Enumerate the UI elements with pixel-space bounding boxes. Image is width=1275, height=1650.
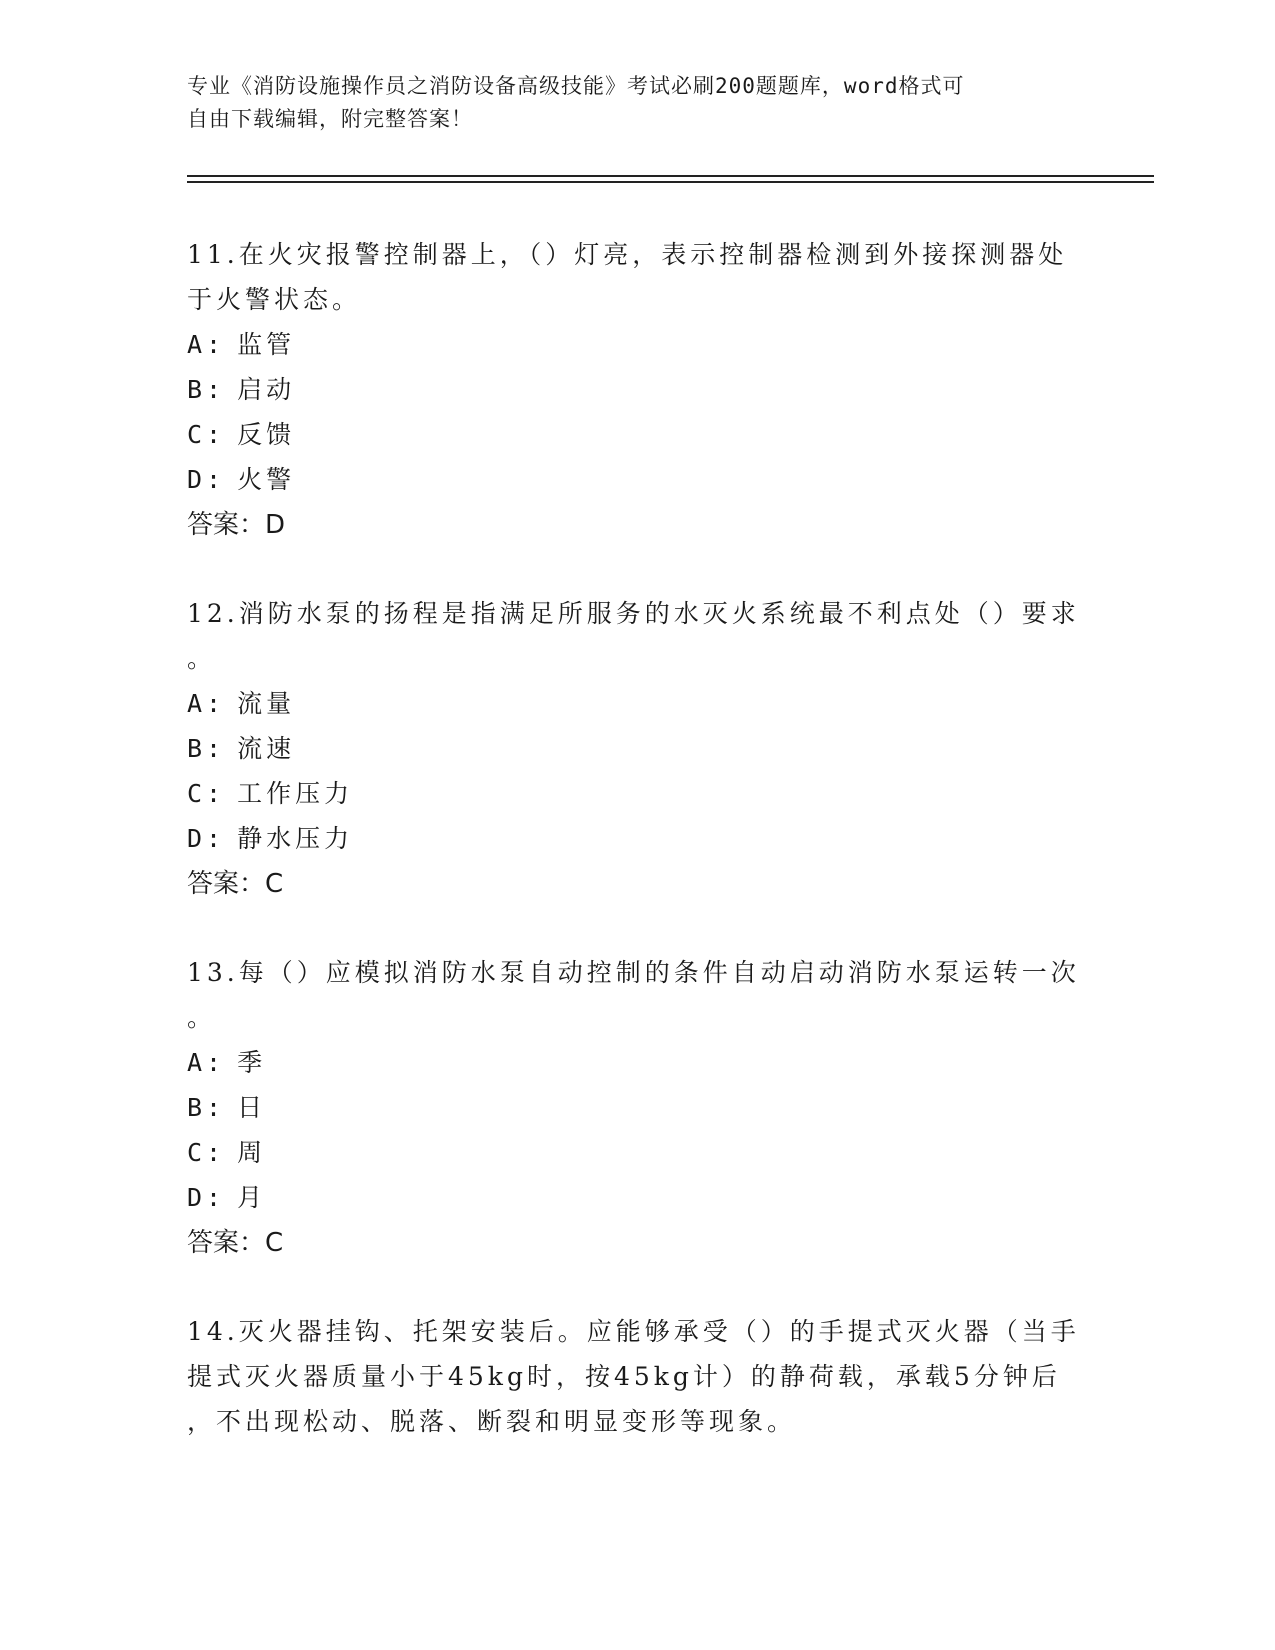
option-text: 周 bbox=[237, 1138, 267, 1167]
option-a bbox=[187, 1040, 1087, 1085]
option-text: 月 bbox=[237, 1183, 267, 1212]
header-divider-bottom bbox=[187, 181, 1154, 183]
question-14 bbox=[187, 1309, 1087, 1444]
question-stem-line: 于火警状态。 bbox=[187, 285, 362, 314]
option-letter: A: bbox=[187, 1048, 226, 1077]
question-stem-line: 14.灭火器挂钩、托架安装后。应能够承受（）的手提式灭火器（当手 bbox=[187, 1317, 1080, 1346]
question-13 bbox=[187, 950, 1087, 1266]
option-c bbox=[187, 1130, 1087, 1175]
option-b bbox=[187, 367, 1087, 412]
option-letter: A: bbox=[187, 330, 226, 359]
option-text: 工作压力 bbox=[237, 779, 354, 808]
option-c bbox=[187, 771, 1087, 816]
option-letter: C: bbox=[187, 420, 226, 449]
answer-line: 答案：D bbox=[187, 510, 286, 540]
option-a bbox=[187, 322, 1087, 367]
question-list bbox=[187, 232, 1087, 1487]
option-text: 日 bbox=[237, 1093, 267, 1122]
option-text: 启动 bbox=[237, 375, 296, 404]
option-text: 静水压力 bbox=[237, 824, 354, 853]
option-d bbox=[187, 816, 1087, 861]
question-stem-line: 。 bbox=[187, 644, 217, 673]
question-stem-line: 12.消防水泵的扬程是指满足所服务的水灭火系统最不利点处（）要求 bbox=[187, 599, 1080, 628]
option-d bbox=[187, 457, 1087, 502]
header-divider-top bbox=[187, 175, 1154, 177]
question-stem-line: ，不出现松动、脱落、断裂和明显变形等现象。 bbox=[187, 1407, 797, 1436]
document-header bbox=[187, 70, 1087, 136]
option-b bbox=[187, 726, 1087, 771]
option-letter: B: bbox=[187, 375, 226, 404]
option-letter: C: bbox=[187, 779, 226, 808]
question-stem-line: 提式灭火器质量小于45kg时，按45kg计）的静荷载，承载5分钟后 bbox=[187, 1362, 1061, 1391]
option-letter: D: bbox=[187, 824, 226, 853]
option-text: 流量 bbox=[237, 689, 296, 718]
header-line-2: 自由下载编辑，附完整答案！ bbox=[187, 107, 473, 131]
option-a bbox=[187, 681, 1087, 726]
option-letter: A: bbox=[187, 689, 226, 718]
option-text: 监管 bbox=[237, 330, 296, 359]
answer-line: 答案：C bbox=[187, 869, 284, 899]
question-stem-line: 。 bbox=[187, 1003, 217, 1032]
option-letter: D: bbox=[187, 1183, 226, 1212]
option-b bbox=[187, 1085, 1087, 1130]
option-letter: B: bbox=[187, 734, 226, 763]
answer-line: 答案：C bbox=[187, 1228, 284, 1258]
option-letter: C: bbox=[187, 1138, 226, 1167]
header-line-1: 专业《消防设施操作员之消防设备高级技能》考试必刷200题题库，word格式可 bbox=[187, 74, 965, 98]
option-letter: B: bbox=[187, 1093, 226, 1122]
option-text: 流速 bbox=[237, 734, 296, 763]
option-text: 反馈 bbox=[237, 420, 296, 449]
question-stem-line: 11.在火灾报警控制器上，（）灯亮，表示控制器检测到外接探测器处 bbox=[187, 240, 1068, 269]
option-letter: D: bbox=[187, 465, 226, 494]
option-text: 火警 bbox=[237, 465, 296, 494]
option-c bbox=[187, 412, 1087, 457]
option-text: 季 bbox=[237, 1048, 267, 1077]
question-stem-line: 13.每（）应模拟消防水泵自动控制的条件自动启动消防水泵运转一次 bbox=[187, 958, 1080, 987]
option-d bbox=[187, 1175, 1087, 1220]
question-11 bbox=[187, 232, 1087, 548]
question-12 bbox=[187, 591, 1087, 907]
